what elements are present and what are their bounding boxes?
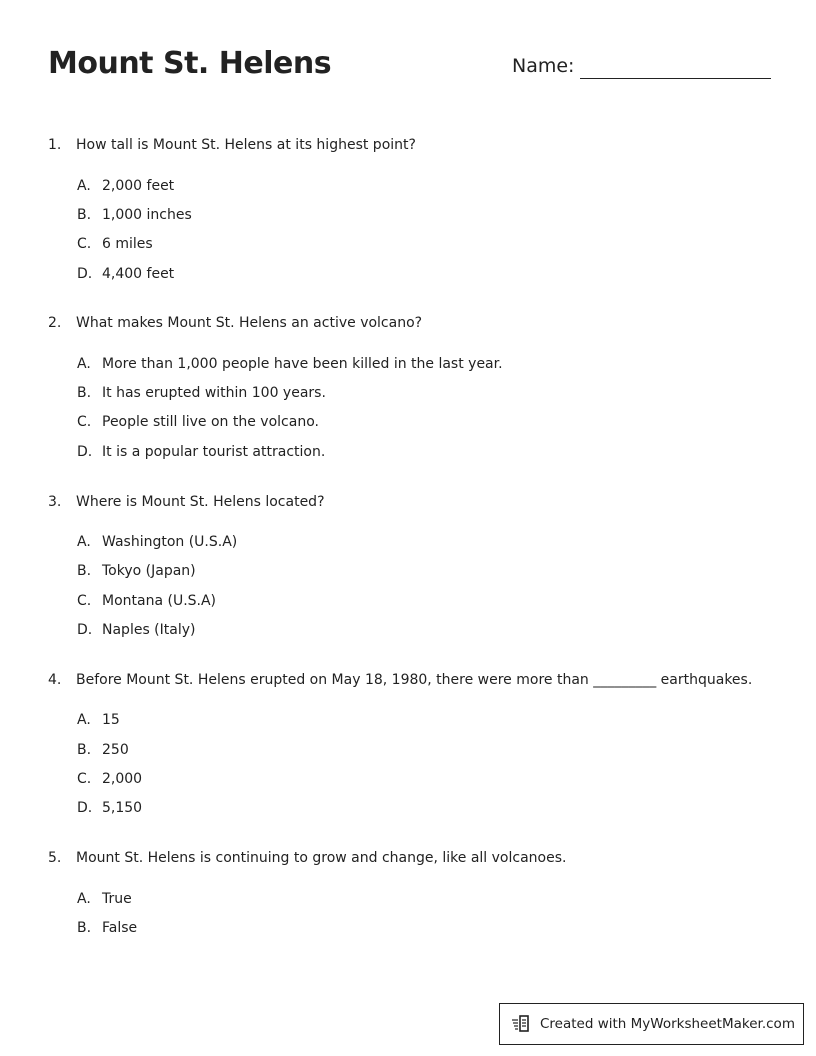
option-4b: [77, 741, 129, 759]
option-letter: A.: [77, 356, 91, 372]
option-letter: D.: [77, 800, 93, 816]
question-text: Mount St. Helens is continuing to grow and change, like all volcanoes.: [76, 850, 567, 866]
question-3: [48, 493, 325, 511]
footer-credit-text: Created with MyWorksheetMaker.com: [540, 1016, 795, 1032]
option-letter: A.: [77, 534, 91, 550]
option-letter: B.: [77, 563, 92, 579]
option-1b: [77, 206, 192, 224]
question-text: Where is Mount St. Helens located?: [76, 494, 325, 510]
question-text: Before Mount St. Helens erupted on May 18, 1980, there were more than _________ earthquakes.: [76, 672, 753, 688]
question-number: 4.: [48, 672, 62, 688]
option-text: Tokyo (Japan): [102, 563, 196, 579]
option-text: 1,000 inches: [102, 207, 192, 223]
option-2d: [77, 443, 325, 461]
option-text: 5,150: [102, 800, 143, 816]
page-title: Mount St. Helens: [48, 46, 332, 81]
option-text: False: [102, 920, 138, 936]
option-text: More than 1,000 people have been killed in the last year.: [102, 356, 503, 372]
option-2a: [77, 355, 503, 373]
option-text: 2,000 feet: [102, 178, 175, 194]
option-text: 15: [102, 712, 120, 728]
option-letter: D.: [77, 444, 93, 460]
option-text: It has erupted within 100 years.: [102, 385, 326, 401]
option-text: 250: [102, 742, 129, 758]
name-field: [512, 52, 771, 77]
option-text: Montana (U.S.A): [102, 593, 217, 609]
option-text: 4,400 feet: [102, 266, 175, 282]
option-3d: [77, 621, 195, 639]
option-letter: D.: [77, 622, 93, 638]
option-2b: [77, 384, 326, 402]
option-1c: [77, 235, 153, 253]
option-4a: [77, 711, 120, 729]
option-3a: [77, 533, 237, 551]
question-number: 3.: [48, 494, 62, 510]
option-letter: A.: [77, 891, 91, 907]
question-text: What makes Mount St. Helens an active volcano?: [76, 315, 423, 331]
name-blank-line: [580, 54, 771, 79]
question-number: 5.: [48, 850, 62, 866]
question-number: 1.: [48, 137, 62, 153]
option-5a: [77, 890, 132, 908]
option-text: People still live on the volcano.: [102, 414, 319, 430]
option-letter: B.: [77, 920, 92, 936]
option-letter: B.: [77, 385, 92, 401]
option-letter: B.: [77, 742, 92, 758]
footer-badge[interactable]: [499, 1003, 804, 1045]
option-4c: [77, 770, 142, 788]
option-letter: C.: [77, 593, 92, 609]
option-letter: A.: [77, 178, 91, 194]
option-2c: [77, 413, 319, 431]
worksheet-maker-logo-icon: [511, 1014, 531, 1034]
option-letter: A.: [77, 712, 91, 728]
question-1: [48, 136, 416, 154]
option-3b: [77, 562, 196, 580]
option-1d: [77, 265, 174, 283]
option-text: 6 miles: [102, 236, 153, 252]
option-letter: C.: [77, 236, 92, 252]
question-text: How tall is Mount St. Helens at its highest point?: [76, 137, 416, 153]
option-letter: B.: [77, 207, 92, 223]
question-number: 2.: [48, 315, 62, 331]
option-text: True: [102, 891, 132, 907]
option-text: Washington (U.S.A): [102, 534, 238, 550]
option-text: 2,000: [102, 771, 143, 787]
option-1a: [77, 177, 174, 195]
question-4: [48, 671, 752, 689]
option-letter: C.: [77, 771, 92, 787]
option-letter: D.: [77, 266, 93, 282]
name-label: Name:: [512, 55, 575, 77]
option-text: It is a popular tourist attraction.: [102, 444, 326, 460]
question-2: [48, 314, 422, 332]
option-4d: [77, 799, 142, 817]
option-letter: C.: [77, 414, 92, 430]
question-5: [48, 849, 566, 867]
option-5b: [77, 919, 137, 937]
option-text: Naples (Italy): [102, 622, 196, 638]
option-3c: [77, 592, 216, 610]
